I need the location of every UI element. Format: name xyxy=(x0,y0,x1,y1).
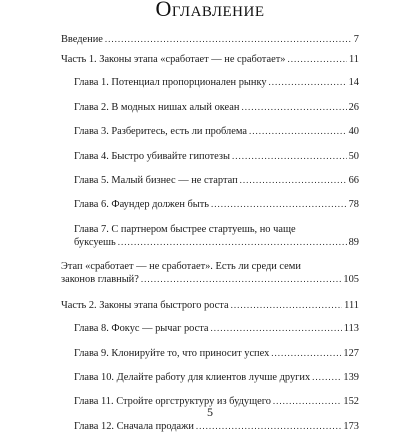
entry-title-line-2: законов главный? xyxy=(61,274,139,285)
page-number: 127 xyxy=(343,348,359,359)
page-number: 89 xyxy=(348,237,359,248)
entry-title: Глава 2. В модных нишах алый океан xyxy=(74,102,240,113)
toc-entry-chapter-4[interactable] xyxy=(74,150,359,163)
entry-title: Глава 4. Быстро убивайте гипотезы xyxy=(74,151,231,162)
toc-entry-chapter-6[interactable] xyxy=(74,198,359,211)
dot-leader xyxy=(240,174,347,187)
dot-leader xyxy=(287,53,347,66)
toc-entry-chapter-10[interactable] xyxy=(74,371,359,384)
toc-entry-introduction[interactable] xyxy=(61,33,359,46)
toc-entry-part-2[interactable] xyxy=(61,299,359,312)
toc-entry-chapter-2[interactable] xyxy=(74,101,359,114)
dot-leader xyxy=(211,322,342,335)
page-number: 40 xyxy=(348,126,359,137)
dot-leader xyxy=(211,198,347,211)
dot-leader xyxy=(118,236,347,249)
entry-title: Глава 3. Разберитесь, есть ли проблема xyxy=(74,126,247,137)
entry-title: Глава 12. Сначала продажи xyxy=(74,421,194,432)
dot-leader xyxy=(105,33,352,46)
page-number: 152 xyxy=(343,396,359,407)
dot-leader xyxy=(241,101,346,114)
dot-leader xyxy=(312,371,341,384)
entry-title: Глава 11. Стройте оргструктуру из будущего xyxy=(74,396,271,407)
entry-title: Введение xyxy=(61,34,103,45)
entry-title-line-2: буксуешь xyxy=(74,237,116,248)
toc-entry-chapter-5[interactable] xyxy=(74,174,359,187)
page-number: 173 xyxy=(343,421,359,432)
page-number: 7 xyxy=(353,34,359,45)
page-folio-number: 5 xyxy=(207,405,213,419)
toc-entry-chapter-8[interactable] xyxy=(74,322,359,335)
page-number: 66 xyxy=(348,175,359,186)
entry-title: Глава 8. Фокус — рычаг роста xyxy=(74,323,209,334)
entry-title: Часть 1. Законы этапа «сработает — не сработает» xyxy=(61,54,286,65)
entry-title: Глава 9. Клонируйте то, что приносит успех xyxy=(74,348,270,359)
page-number: 78 xyxy=(348,199,359,210)
entry-title-line-1: Глава 7. С партнером быстрее стартуешь, но чаще xyxy=(74,224,296,235)
dot-leader xyxy=(231,299,343,312)
entry-title: Глава 5. Малый бизнес — не стартап xyxy=(74,175,238,186)
dot-leader xyxy=(232,150,347,163)
dot-leader xyxy=(271,347,341,360)
entry-title: Глава 6. Фаундер должен быть xyxy=(74,199,210,210)
entry-title: Часть 2. Законы этапа быстрого роста xyxy=(61,300,229,311)
page-title: Оглавление xyxy=(155,0,265,21)
toc-entry-chapter-9[interactable] xyxy=(74,347,359,360)
toc-entry-chapter-7[interactable] xyxy=(74,223,359,249)
page-number: 139 xyxy=(343,372,359,383)
toc-entry-stage-summary[interactable] xyxy=(61,260,359,286)
dot-leader xyxy=(249,125,347,138)
toc-entry-chapter-1[interactable] xyxy=(74,76,359,89)
toc-entry-chapter-3[interactable] xyxy=(74,125,359,138)
entry-title: Глава 1. Потенциал пропорционален рынку xyxy=(74,77,267,88)
toc-entry-chapter-12[interactable] xyxy=(74,420,359,433)
dot-leader xyxy=(141,273,342,286)
page-number: 14 xyxy=(348,77,359,88)
page-number: 111 xyxy=(344,300,359,311)
page-number: 50 xyxy=(348,151,359,162)
dot-leader xyxy=(269,76,347,89)
dot-leader xyxy=(196,420,342,433)
page-number: 113 xyxy=(343,323,359,334)
page-number: 105 xyxy=(343,274,359,285)
entry-title: Глава 10. Делайте работу для клиентов лучше других xyxy=(74,372,311,383)
page-number: 11 xyxy=(348,54,359,65)
page-number: 26 xyxy=(348,102,359,113)
entry-title-line-1: Этап «сработает — не сработает». Есть ли среди семи xyxy=(61,261,301,272)
toc-entry-part-1[interactable] xyxy=(61,53,359,66)
